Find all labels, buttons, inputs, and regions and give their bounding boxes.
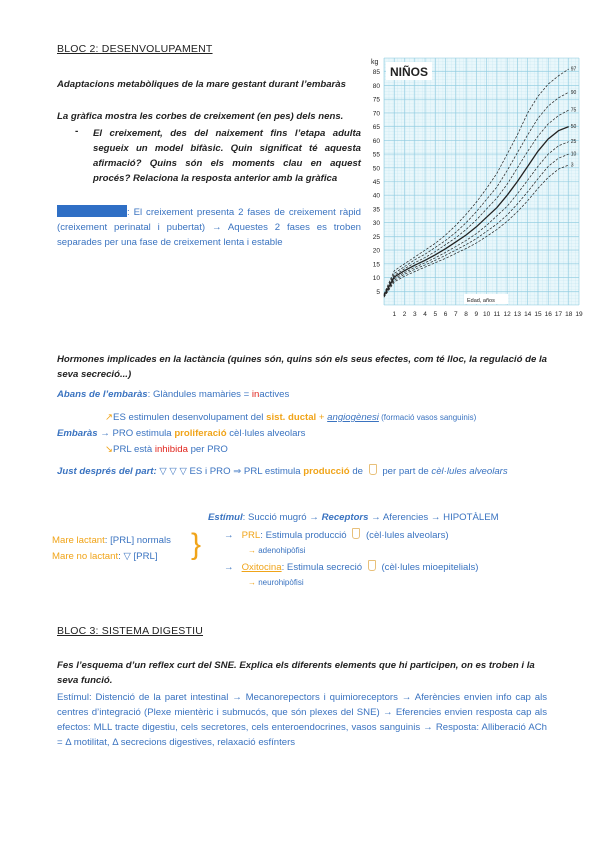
redaction-bar [57, 205, 127, 217]
x-tick-label: 11 [493, 311, 501, 318]
curve-label-p90: 90 [570, 89, 577, 96]
bloc2-subtitle: Adaptacions metabòliques de la mare gestant durant l’embaràs [57, 79, 346, 90]
emb-rest: cèl·lules alveolars [226, 428, 306, 439]
oxy-name: Oxitocina [241, 562, 282, 573]
x-tick-label: 12 [503, 311, 511, 318]
neuro-text: neurohipòfisi [258, 578, 304, 587]
pregnancy-line [57, 426, 305, 441]
bloc2-answer-text: : El creixement presenta 2 fases de creixement ràpid (creixement perinatal i pubertat) → Aquestes 2 fases es troben separades per una fase de creixement lenta i estable [57, 207, 361, 248]
x-tick-label: 1 [392, 311, 397, 318]
y-tick-label: 20 [372, 247, 380, 255]
cells-text: cèl·lules alveolars [431, 466, 508, 477]
after-text: ▽ ▽ ▽ ES i PRO ⇒ PRL estimula [156, 466, 304, 477]
bloc3-question: Fes l’esquema d’un reflex curt del SNE. Explica els diferents elements que hi participen, on es troben i la seva funció. [57, 660, 535, 686]
adeno-line [248, 546, 305, 555]
milk-icon [369, 464, 377, 475]
y-tick-label: 55 [372, 151, 380, 159]
nolact-val: : ▽ [PRL] [118, 551, 158, 562]
milk-icon [352, 528, 360, 539]
graph-intro: La gràfica mostra les corbes de creixement (en pes) dels nens. [57, 111, 344, 122]
emb-text: → PRO estimula [97, 428, 175, 439]
y-tick-label: 15 [372, 261, 380, 269]
angio-note: (formació vasos sanguinis) [378, 413, 477, 422]
angio-text: angiogènesi [327, 412, 379, 423]
curve-label-p97: 97 [570, 66, 577, 73]
growth-chart [368, 52, 588, 322]
x-tick-label: 10 [483, 311, 491, 318]
y-tick-label: 75 [372, 96, 380, 104]
y-tick-label: 80 [372, 82, 380, 90]
inhib-text: inhibida [154, 444, 188, 455]
bloc3-header: BLOC 3: SISTEMA DIGESTIU [57, 625, 204, 637]
before-pregnancy-line [57, 387, 289, 402]
after-rest: de [349, 466, 366, 477]
lactating-line [52, 533, 171, 548]
milk-icon [368, 560, 376, 571]
x-tick-label: 15 [534, 311, 542, 318]
x-tick-label: 13 [513, 311, 522, 318]
lact-val: : [PRL] normals [104, 535, 171, 546]
emb-label: Embaràs [57, 428, 98, 439]
x-tick-label: 3 [412, 311, 417, 318]
oxy-effect: : Estimula secreció [281, 562, 365, 573]
y-tick-label: 40 [372, 192, 380, 200]
x-tick-label: 9 [474, 311, 479, 318]
x-tick-label: 8 [464, 311, 468, 318]
actives-text: actives [259, 389, 290, 400]
in-prefix: in [251, 389, 260, 400]
y-tick-label: 35 [372, 206, 380, 214]
x-tick-label: 16 [544, 311, 552, 318]
adeno-text: adenohipòfisi [258, 546, 306, 555]
x-tick-label: 2 [402, 311, 407, 318]
oxytocin-line [224, 560, 478, 575]
chart-ylabel: kg [371, 59, 379, 66]
lact-label: Mare lactant [52, 535, 105, 546]
x-tick-label: 14 [524, 311, 532, 318]
prl-line [224, 528, 449, 543]
es-text: ES estimulen desenvolupament del [113, 412, 267, 423]
y-tick-label: 25 [372, 233, 380, 241]
y-tick-label: 45 [372, 179, 380, 186]
curve-label-p10: 10 [570, 151, 577, 158]
question-bullet: - [75, 126, 79, 137]
prl-name: PRL [241, 530, 261, 541]
chart-xlabel: Edad, años [467, 298, 495, 304]
stimulus-line [208, 510, 499, 525]
x-tick-label: 18 [565, 311, 573, 318]
curve-label-p3: 3 [570, 162, 574, 169]
y-tick-label: 70 [372, 110, 380, 118]
prl-effect: : Estimula producció [260, 530, 350, 541]
x-tick-label: 17 [554, 311, 563, 318]
neuro-arrow: → [248, 578, 256, 587]
x-tick-label: 6 [443, 311, 448, 318]
before-text: Glàndules mamàries = [153, 389, 252, 400]
y-tick-label: 60 [372, 137, 380, 145]
up-arrow: ↗ [105, 412, 114, 423]
ductal-text: sist. ductal [266, 412, 317, 423]
y-tick-label: 50 [372, 165, 380, 173]
brace: } [191, 528, 202, 561]
y-tick-label: 65 [372, 124, 380, 132]
prl-inhibited-line [105, 442, 228, 457]
plus-sign: + [316, 412, 328, 423]
produccio-text: producció [303, 466, 350, 477]
neuro-line [248, 578, 304, 587]
prl-effect2: (cèl·lules alveolars) [363, 530, 449, 541]
y-tick-label: 5 [376, 288, 380, 296]
x-tick-label: 4 [423, 311, 427, 318]
nolact-label: Mare no lactant [52, 551, 119, 562]
after-label: Just després del part: [57, 466, 157, 477]
prl-bullet-arrow: → [224, 530, 234, 541]
stim-rest: → Aferencies → HIPOTÀLEM [368, 512, 499, 523]
prl-rest: per PRO [187, 444, 228, 455]
bloc2-header: BLOC 2: DESENVOLUPAMENT [57, 43, 213, 55]
y-tick-label: 85 [372, 69, 380, 77]
x-tick-label: 7 [454, 311, 458, 318]
bloc3-answer: Estímul: Distenció de la paret intestinal → Mecanorepectors i quimioreceptors → Aferències envien info cap als centres d’integració (Plexe mientèric i submucós, que són plexes del SNE) → Eferencies envien resposta cap als efectos: MLL tracte digestiu, cels secretores, cels enteroendocrines, vasos sanguinis → Resposta: Alliberació ACh = Δ motilitat, Δ secrecions digestives, relaxació esfínters [57, 692, 547, 748]
es-line [105, 410, 476, 425]
prolif-text: proliferació [174, 428, 227, 439]
x-tick-label: 19 [575, 311, 583, 318]
before-sep: : [147, 389, 153, 400]
non-lactating-line [52, 549, 158, 564]
after-birth-line [57, 464, 547, 479]
bloc2-answer [57, 205, 361, 250]
curve-label-p25: 25 [570, 139, 577, 146]
before-label: Abans de l’embaràs [57, 389, 148, 400]
oxy-bullet-arrow: → [224, 562, 234, 573]
prl-text: PRL està [113, 444, 155, 455]
after-rest2: per part de [379, 466, 432, 477]
chart-title: NIÑOS [390, 65, 429, 79]
y-tick-label: 30 [372, 220, 380, 228]
hormones-title: Hormones implicades en la lactància (quines són, quins són els seus efectes, com té lloc, la regulació de la seva secreció...) [57, 354, 547, 380]
stim-text: : Succió mugró → [242, 512, 322, 523]
stim-label: Estímul [208, 512, 243, 523]
bloc2-question: El creixement, des del naixement fins l’etapa adulta segueix un model bifàsic. Quin significat té aquesta afirmació? Quins són els moments clau en aquest procés? Relaciona la resposta anterior amb la gràfica [93, 128, 361, 184]
adeno-arrow: → [248, 546, 256, 555]
curve-label-p50: 50 [570, 124, 577, 131]
down-arrow: ↘ [105, 444, 114, 455]
x-tick-label: 5 [433, 311, 438, 318]
curve-label-p75: 75 [570, 107, 577, 114]
oxy-effect2: (cèl·lules mioepitelials) [378, 562, 479, 573]
y-tick-label: 10 [372, 275, 380, 283]
receptors-text: Receptors [321, 512, 369, 523]
